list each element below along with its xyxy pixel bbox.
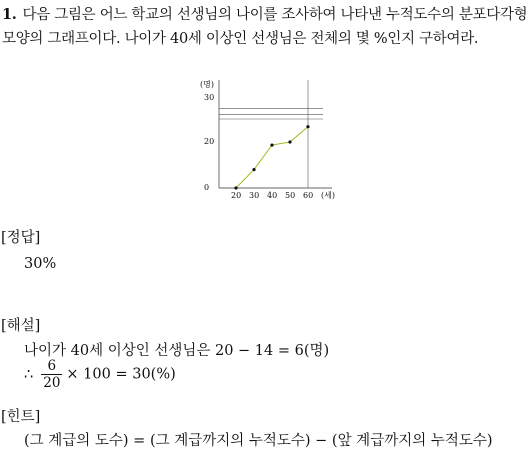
y-tick-label: 30 — [204, 93, 215, 102]
hint-text: (그 계급의 도수) = (그 계급까지의 누적도수) − (앞 계급까지의 누적도수) — [24, 433, 493, 449]
data-point — [306, 125, 309, 128]
problem-text: 다음 그림은 어느 학교의 선생님의 나이를 조사하여 나타낸 누적도수의 분포다각형 모양의 그래프이다. 나이가 40세 이상인 선생님은 전체의 몇 %인지 구하여라. — [2, 7, 528, 47]
explanation-line-2 — [24, 358, 176, 391]
fraction-numerator: 6 — [41, 358, 62, 375]
fraction — [41, 358, 62, 391]
data-point — [252, 168, 255, 171]
y-axis-unit: (명) — [200, 80, 214, 89]
data-point — [234, 186, 237, 189]
y-tick-label: 0 — [204, 183, 210, 192]
series-line — [236, 127, 308, 188]
answer-value: 30% — [24, 256, 57, 272]
x-tick-label: 40 — [267, 191, 278, 200]
data-point — [270, 143, 273, 146]
x-tick-label: 60 — [303, 191, 314, 200]
cumulative-frequency-chart — [196, 80, 341, 205]
x-axis-unit: (세) — [321, 191, 335, 200]
data-point — [288, 140, 291, 143]
explanation-line-1: 나이가 40세 이상인 선생님은 20 − 14 = 6(명) — [24, 343, 330, 359]
x-tick-label: 20 — [231, 191, 242, 200]
chart-marks — [204, 80, 332, 200]
fraction-denominator: 20 — [43, 375, 61, 391]
y-tick-label: 20 — [204, 137, 215, 146]
answer-label: [정답] — [1, 230, 41, 246]
x-tick-label: 50 — [285, 191, 296, 200]
problem-number: 1. — [2, 6, 17, 23]
explanation-label: [해설] — [1, 318, 41, 334]
x-tick-label: 30 — [249, 191, 260, 200]
problem-statement — [2, 3, 530, 51]
hint-label: [힌트] — [1, 409, 41, 425]
explanation-line-2-rest: × 100 = 30(%) — [66, 366, 176, 383]
therefore-symbol: ∴ — [24, 366, 34, 383]
